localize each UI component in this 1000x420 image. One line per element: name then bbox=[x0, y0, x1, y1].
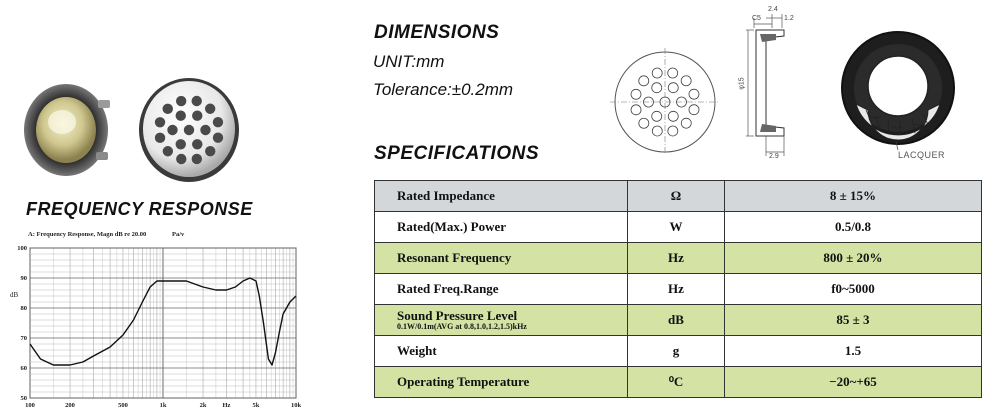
dim-12-label: 1.2 bbox=[784, 15, 794, 22]
spec-row bbox=[375, 243, 982, 274]
grille-hole bbox=[155, 117, 165, 127]
frequency-response-chart bbox=[10, 231, 302, 409]
y-tick-label: 80 bbox=[20, 305, 27, 312]
spec-row bbox=[375, 367, 982, 398]
spec-value: 0.5/0.8 bbox=[725, 212, 982, 243]
grille-hole bbox=[176, 154, 186, 164]
spec-row bbox=[375, 212, 982, 243]
product-photo-front bbox=[134, 74, 244, 186]
grille-hole bbox=[205, 146, 215, 156]
spec-parameter-note: 0.1W/0.1m(AVG at 0.8,1.0,1.2,1.5)kHz bbox=[397, 321, 527, 331]
y-tick-label: 90 bbox=[20, 275, 27, 282]
spec-parameter-label: Resonant Frequency bbox=[397, 250, 512, 265]
lacquer-label: LACQUER bbox=[898, 150, 946, 160]
spec-row bbox=[375, 274, 982, 305]
chart-title-right: Pa/v bbox=[172, 231, 185, 238]
spec-value: 8 ± 15% bbox=[725, 181, 982, 212]
grille-hole bbox=[205, 104, 215, 114]
grille-hole bbox=[155, 133, 165, 143]
spec-row bbox=[375, 181, 982, 212]
spec-parameter bbox=[375, 305, 628, 336]
grille-hole bbox=[652, 111, 662, 121]
unit-text: UNIT:mm bbox=[373, 52, 445, 71]
grille-hole bbox=[176, 139, 186, 149]
grille-hole bbox=[639, 118, 649, 128]
spec-unit: Hz bbox=[628, 243, 725, 274]
spec-unit: g bbox=[628, 336, 725, 367]
spec-parameter bbox=[375, 181, 628, 212]
y-tick-label: 60 bbox=[20, 365, 27, 372]
grille-hole bbox=[668, 126, 678, 136]
grille-hole bbox=[668, 111, 678, 121]
grille-hole bbox=[163, 104, 173, 114]
spec-unit: ⁰C bbox=[628, 367, 725, 398]
spec-unit: dB bbox=[628, 305, 725, 336]
grille-hole bbox=[681, 76, 691, 86]
x-tick-label: 10k bbox=[290, 402, 302, 409]
grille-hole bbox=[200, 125, 210, 135]
grille-hole bbox=[668, 68, 678, 78]
x-tick-label: 5k bbox=[252, 402, 260, 409]
product-photo-rear bbox=[14, 80, 126, 180]
grille-hole bbox=[631, 105, 641, 115]
front-view-drawing bbox=[610, 40, 720, 155]
grille-hole bbox=[689, 89, 699, 99]
grille-hole bbox=[192, 96, 202, 106]
dim-diameter-label: φ15 bbox=[738, 77, 746, 90]
side-view-drawing bbox=[738, 8, 810, 163]
x-tick-label: 100 bbox=[25, 402, 35, 409]
spec-value: f0~5000 bbox=[725, 274, 982, 305]
frequency-response-heading: FREQUENCY RESPONSE bbox=[26, 199, 253, 219]
chart-plot-area bbox=[17, 240, 302, 409]
x-tick-label: 2k bbox=[199, 402, 207, 409]
spec-value: 1.5 bbox=[725, 336, 982, 367]
tolerance-text: Tolerance:±0.2mm bbox=[373, 80, 514, 99]
specifications-heading: SPECIFICATIONS bbox=[374, 143, 539, 164]
spec-parameter bbox=[375, 212, 628, 243]
grille-hole bbox=[184, 125, 194, 135]
spec-parameter-label: Operating Temperature bbox=[397, 374, 530, 389]
grille-hole bbox=[167, 125, 177, 135]
spec-value: 85 ± 3 bbox=[725, 305, 982, 336]
dimensions-heading: DIMENSIONS bbox=[374, 22, 500, 43]
spec-parameter bbox=[375, 367, 628, 398]
dim-bottom-label: 2.9 bbox=[769, 153, 779, 160]
grille-hole bbox=[639, 76, 649, 86]
spec-value: 800 ± 20% bbox=[725, 243, 982, 274]
grille-hole bbox=[652, 83, 662, 93]
dim-width-label: 2.4 bbox=[768, 6, 778, 13]
dim-c5-label: C5 bbox=[752, 15, 761, 22]
spec-parameter bbox=[375, 243, 628, 274]
spec-parameter-label: Rated(Max.) Power bbox=[397, 219, 507, 234]
grille-hole bbox=[163, 146, 173, 156]
x-tick-label: 200 bbox=[65, 402, 75, 409]
grille-hole bbox=[631, 89, 641, 99]
grille-hole bbox=[213, 117, 223, 127]
grille-hole bbox=[176, 96, 186, 106]
spec-parameter-label: Weight bbox=[397, 343, 437, 358]
grille-hole bbox=[192, 154, 202, 164]
spec-parameter-label: Rated Impedance bbox=[397, 188, 495, 203]
spec-value: −20~+65 bbox=[725, 367, 982, 398]
spec-row bbox=[375, 305, 982, 336]
spec-unit: Ω bbox=[628, 181, 725, 212]
chart-title: A: Frequency Response, Magn dB re 20.00 bbox=[28, 231, 147, 238]
y-tick-label: 70 bbox=[20, 335, 27, 342]
spec-unit: Hz bbox=[628, 274, 725, 305]
x-tick-label: 500 bbox=[118, 402, 128, 409]
spec-unit: W bbox=[628, 212, 725, 243]
x-tick-label: Hz bbox=[222, 402, 231, 409]
grille-hole bbox=[652, 126, 662, 136]
spec-parameter bbox=[375, 336, 628, 367]
grille-hole bbox=[176, 111, 186, 121]
grille-hole bbox=[681, 118, 691, 128]
spec-parameter bbox=[375, 274, 628, 305]
grille-hole bbox=[192, 111, 202, 121]
spec-parameter-label: Rated Freq.Range bbox=[397, 281, 499, 296]
grille-hole bbox=[652, 68, 662, 78]
grille-hole bbox=[689, 105, 699, 115]
chart-ylabel: dB bbox=[10, 291, 19, 299]
y-tick-label: 50 bbox=[20, 395, 27, 402]
specifications-table bbox=[374, 180, 982, 398]
spec-parameter-label: Sound Pressure Level bbox=[397, 307, 518, 323]
grille-hole bbox=[213, 133, 223, 143]
y-tick-label: 100 bbox=[17, 245, 27, 252]
rear-view-drawing bbox=[832, 24, 972, 164]
spec-row bbox=[375, 336, 982, 367]
grille-hole bbox=[192, 139, 202, 149]
x-tick-label: 1k bbox=[159, 402, 167, 409]
grille-hole bbox=[668, 83, 678, 93]
